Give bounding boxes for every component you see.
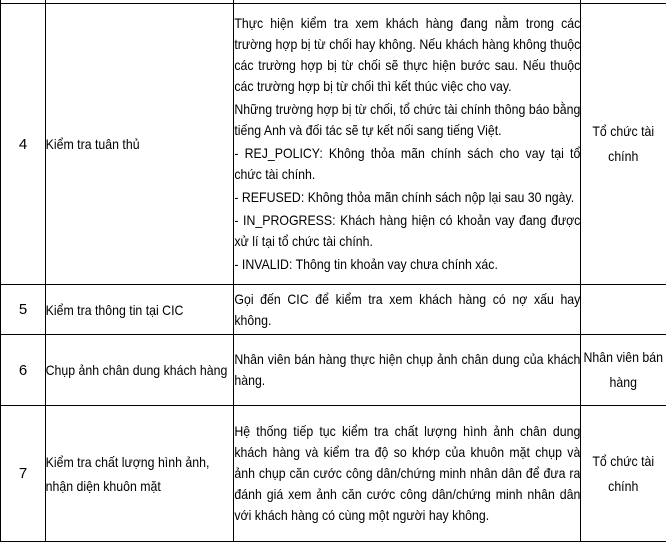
step-name-cell [46, 285, 234, 335]
step-name: Chụp ảnh chân dung khách hàng [46, 358, 233, 382]
step-owner-cell [581, 4, 666, 285]
step-owner: Tổ chức tài chính [581, 119, 666, 169]
step-description-cell [234, 335, 581, 406]
description-paragraph: Nhân viên bán hàng thực hiện chụp ảnh chân dung của khách hàng. [234, 349, 580, 391]
step-name-cell [46, 335, 234, 406]
table-row-step-5 [1, 285, 666, 335]
description-paragraph: Thực hiện kiểm tra xem khách hàng đang nằm trong các trường hợp bị từ chối hay không. Nếu khách hàng không thuộc các trường hợp bị từ chối sẽ thực hiện bước sau. Nếu thuộc các trường hợp bị từ chối thì kết thúc việc cho vay. [234, 13, 580, 97]
step-name-cell [46, 406, 234, 542]
step-name: Kiểm tra chất lượng hình ảnh, nhận diện khuôn mặt [46, 450, 233, 498]
step-owner: Nhân viên bán hàng [581, 345, 666, 395]
step-number-cell [1, 285, 46, 335]
step-owner: Tổ chức tài chính [581, 449, 666, 499]
step-owner-cell [581, 285, 666, 335]
step-description-cell [234, 285, 581, 335]
description-paragraph: - REFUSED: Không thỏa mãn chính sách nộp lại sau 30 ngày. [234, 187, 580, 208]
description-paragraph: Những trường hợp bị từ chối, tổ chức tài chính thông báo bằng tiếng Anh và đối tác sẽ tự kết nối sang tiếng Việt. [234, 99, 580, 141]
step-number: 7 [1, 465, 45, 482]
step-number-cell [1, 4, 46, 285]
step-number-cell [1, 335, 46, 406]
step-description-cell [234, 4, 581, 285]
step-owner-cell [581, 335, 666, 406]
step-number: 4 [1, 136, 45, 153]
step-number: 5 [1, 301, 45, 318]
step-name-cell [46, 4, 234, 285]
step-description-cell [234, 406, 581, 542]
table-row-step-4 [1, 4, 666, 285]
description-paragraph: - INVALID: Thông tin khoản vay chưa chính xác. [234, 254, 580, 275]
table-row-step-7 [1, 406, 666, 542]
step-number-cell [1, 406, 46, 542]
step-name: Kiểm tra thông tin tại CIC [46, 298, 233, 322]
description-paragraph: Gọi đến CIC để kiểm tra xem khách hàng có nợ xấu hay không. [234, 289, 580, 331]
step-name: Kiểm tra tuân thủ [46, 132, 233, 156]
step-number: 6 [1, 362, 45, 379]
description-paragraph: - REJ_POLICY: Không thỏa mãn chính sách cho vay tại tổ chức tài chính. [234, 143, 580, 185]
description-paragraph: - IN_PROGRESS: Khách hàng hiện có khoản vay đang được xử lí tại tổ chức tài chính. [234, 210, 580, 252]
description-paragraph: Hệ thống tiếp tục kiểm tra chất lượng hình ảnh chân dung khách hàng và kiểm tra độ so khớp của khuôn mặt chụp và ảnh chụp căn cước công dân/chứng minh nhân dân để đưa ra đánh giá xem ảnh căn cước công dân/chứng minh nhân dân với khách hàng có cùng một người hay không. [234, 421, 580, 526]
step-owner-cell [581, 406, 666, 542]
table-row-step-6 [1, 335, 666, 406]
